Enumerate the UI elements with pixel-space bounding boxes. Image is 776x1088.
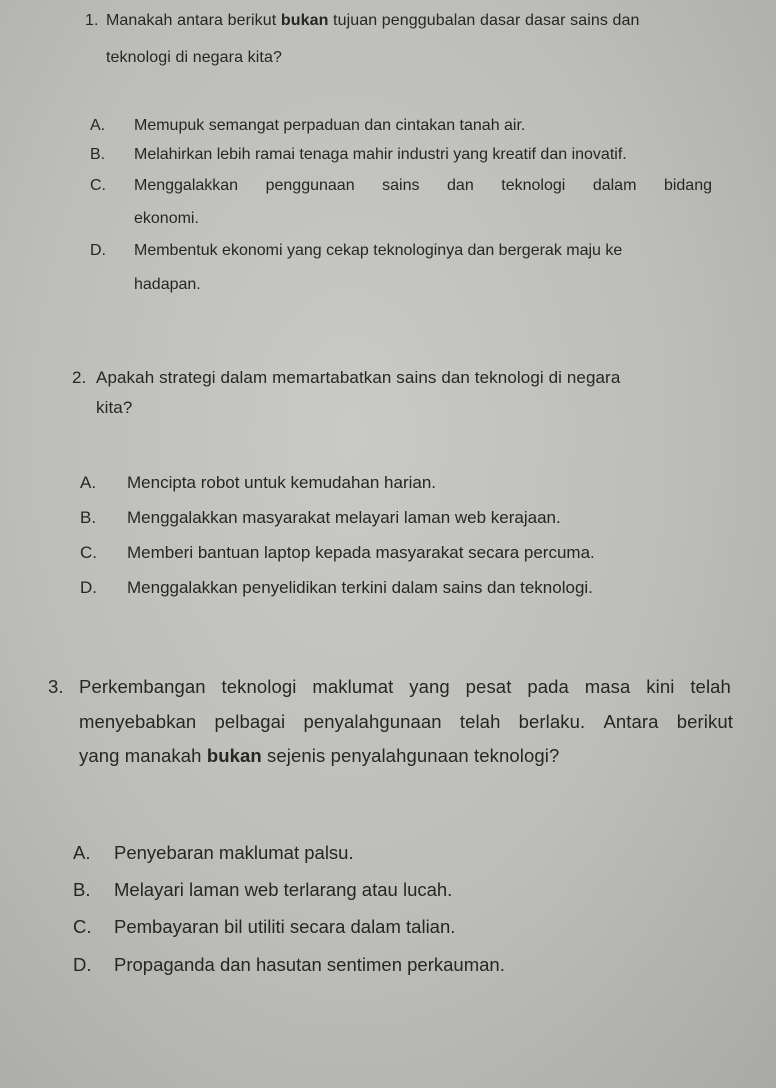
question-3-option-d[interactable]: Propaganda dan hasutan sentimen perkauman. (114, 954, 505, 975)
question-3-number: 3. (48, 676, 64, 697)
stem-word: yang (409, 676, 450, 697)
stem-word: menyebabkan (79, 711, 197, 732)
stem-word: penyalahgunaan (303, 711, 442, 732)
option-word: dalam (592, 177, 637, 194)
stem-word: kini (646, 676, 675, 697)
stem-word: masa (584, 676, 631, 697)
option-word: teknologi (501, 177, 566, 194)
question-3-stem-text: sejenis penyalahgunaan teknologi? (261, 745, 560, 766)
stem-word: teknologi (221, 676, 297, 697)
question-1-option-d-line2: hadapan. (134, 276, 201, 293)
stem-word: telah (690, 676, 731, 697)
question-1-option-c[interactable] (134, 177, 712, 195)
question-1-option-c-letter: C. (90, 177, 106, 194)
question-2-stem-line1: Apakah strategi dalam memartabatkan sains dan teknologi di negara (96, 368, 621, 387)
question-1-stem-emphasis: bukan (280, 12, 329, 29)
stem-word: berikut (676, 711, 733, 732)
question-1-stem-text: Manakah antara berikut (106, 12, 281, 29)
question-1-option-b-letter: B. (90, 146, 106, 163)
stem-word: Antara (603, 711, 659, 732)
question-1-number: 1. (85, 12, 99, 29)
stem-word: telah (459, 711, 501, 732)
question-3-stem-line3 (79, 745, 559, 767)
stem-word: pada (527, 676, 569, 697)
option-word: bidang (663, 177, 712, 194)
question-2-option-a-letter: A. (80, 473, 97, 492)
question-2-option-b-letter: B. (80, 508, 97, 527)
question-3-option-a-letter: A. (73, 842, 91, 863)
question-2-option-d-letter: D. (80, 578, 97, 597)
question-3-stem-line1 (79, 676, 731, 698)
question-3-option-a[interactable]: Penyebaran maklumat palsu. (114, 842, 354, 863)
question-2-number: 2. (72, 368, 87, 387)
question-1-option-b[interactable]: Melahirkan lebih ramai tenaga mahir industri yang kreatif dan inovatif. (134, 146, 627, 163)
question-3-option-c-letter: C. (73, 916, 92, 937)
question-2-option-c-letter: C. (80, 543, 97, 562)
option-word: dan (447, 177, 474, 194)
question-3-stem-emphasis: bukan (206, 745, 262, 766)
question-1-stem-text: tujuan penggubalan dasar dasar sains dan (328, 12, 640, 29)
question-1-stem-line2: teknologi di negara kita? (106, 49, 282, 66)
stem-word: pelbagai (214, 711, 286, 732)
question-2-option-b[interactable]: Menggalakkan masyarakat melayari laman web kerajaan. (127, 508, 561, 527)
question-1-option-a[interactable]: Memupuk semangat perpaduan dan cintakan tanah air. (134, 117, 526, 134)
question-3-option-d-letter: D. (73, 954, 92, 975)
option-word: Menggalakkan (134, 177, 239, 194)
question-3-option-b-letter: B. (73, 879, 91, 900)
question-2-option-a[interactable]: Mencipta robot untuk kemudahan harian. (127, 473, 437, 492)
stem-word: pesat (465, 676, 512, 697)
question-1-option-d[interactable]: Membentuk ekonomi yang cekap teknologinya dan bergerak maju ke (134, 242, 623, 259)
question-3-option-b[interactable]: Melayari laman web terlarang atau lucah. (114, 879, 453, 900)
stem-word: maklumat (312, 676, 394, 697)
question-1-option-a-letter: A. (90, 117, 106, 134)
question-1-option-d-letter: D. (90, 242, 106, 259)
question-3-stem-line2 (79, 711, 733, 733)
option-word: penggunaan (265, 177, 355, 194)
stem-word: Perkembangan (79, 676, 206, 697)
question-3-stem-text: yang manakah (79, 745, 207, 766)
question-2-stem-line2: kita? (96, 398, 133, 417)
question-2-option-c[interactable]: Memberi bantuan laptop kepada masyarakat secara percuma. (127, 543, 595, 562)
stem-word: berlaku. (518, 711, 586, 732)
question-1-option-c-line2: ekonomi. (134, 210, 199, 227)
question-3-option-c[interactable]: Pembayaran bil utiliti secara dalam talian. (114, 916, 456, 937)
option-word: sains (382, 177, 420, 194)
question-1-stem-line1 (106, 12, 639, 30)
question-2-option-d[interactable]: Menggalakkan penyelidikan terkini dalam sains dan teknologi. (127, 578, 593, 597)
